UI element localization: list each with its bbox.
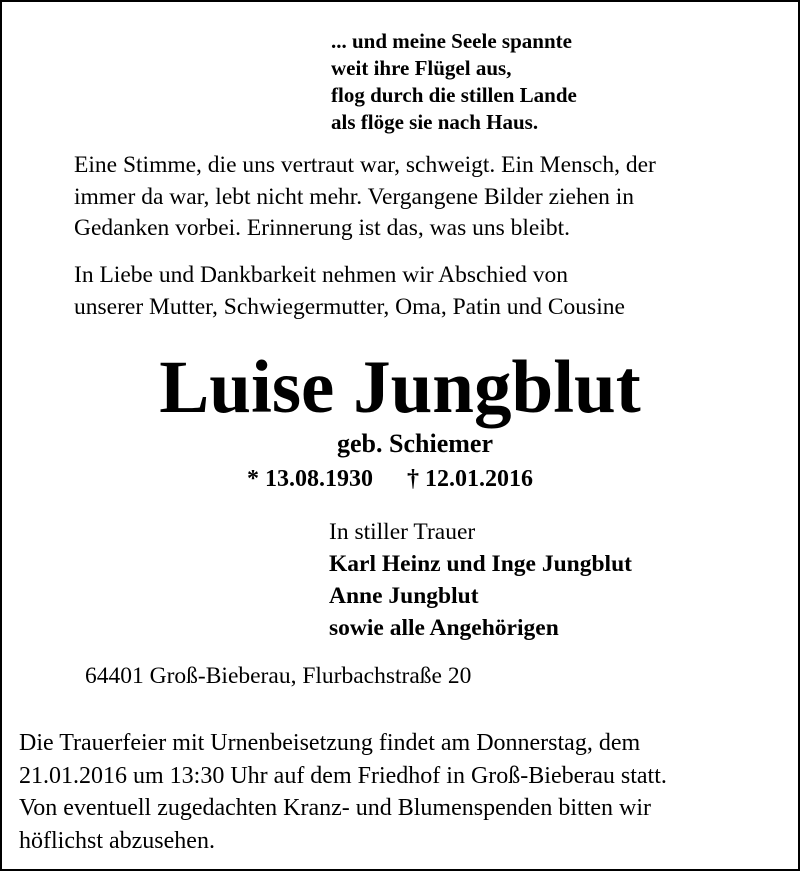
service-paragraph [19, 727, 667, 857]
mourner-name: Karl Heinz und Inge Jungblut [329, 551, 632, 577]
poem-line: weit ihre Flügel aus, [331, 56, 512, 80]
intro-line: Eine Stimme, die uns vertraut war, schweigt. Ein Mensch, der [74, 152, 656, 178]
mourners-block [329, 516, 632, 644]
poem-verse [331, 28, 577, 136]
mourner-name: sowie alle Angehörigen [329, 615, 559, 641]
birth-date: * 13.08.1930 [247, 466, 373, 492]
intro-line: Gedanken vorbei. Erinnerung ist das, was uns bleibt. [74, 215, 571, 241]
mourners-heading: In stiller Trauer [329, 519, 476, 545]
service-line: höflichst abzusehen. [19, 827, 215, 854]
farewell-paragraph [74, 260, 625, 323]
poem-line: flog durch die stillen Lande [331, 83, 577, 107]
intro-paragraph [74, 150, 656, 245]
deceased-name: Luise Jungblut [159, 346, 641, 429]
intro-line: immer da war, lebt nicht mehr. Vergangene Bilder ziehen in [74, 183, 635, 210]
poem-line: ... und meine Seele spannte [331, 29, 572, 53]
mourner-name: Anne Jungblut [329, 583, 479, 609]
maiden-name: geb. Schiemer [337, 429, 493, 458]
family-address: 64401 Groß-Bieberau, Flurbachstraße 20 [85, 663, 472, 689]
life-dates [247, 463, 533, 495]
poem-line: als flöge sie nach Haus. [331, 110, 539, 134]
service-line: 21.01.2016 um 13:30 Uhr auf dem Friedhof in Groß-Bieberau statt. [19, 762, 667, 789]
death-date: † 12.01.2016 [407, 466, 533, 492]
service-line: Die Trauerfeier mit Urnenbeisetzung findet am Donnerstag, dem [19, 730, 641, 756]
service-line: Von eventuell zugedachten Kranz- und Blumenspenden bitten wir [19, 795, 652, 821]
farewell-line: In Liebe und Dankbarkeit nehmen wir Abschied von [74, 262, 569, 288]
farewell-line: unserer Mutter, Schwiegermutter, Oma, Patin und Cousine [74, 293, 625, 320]
